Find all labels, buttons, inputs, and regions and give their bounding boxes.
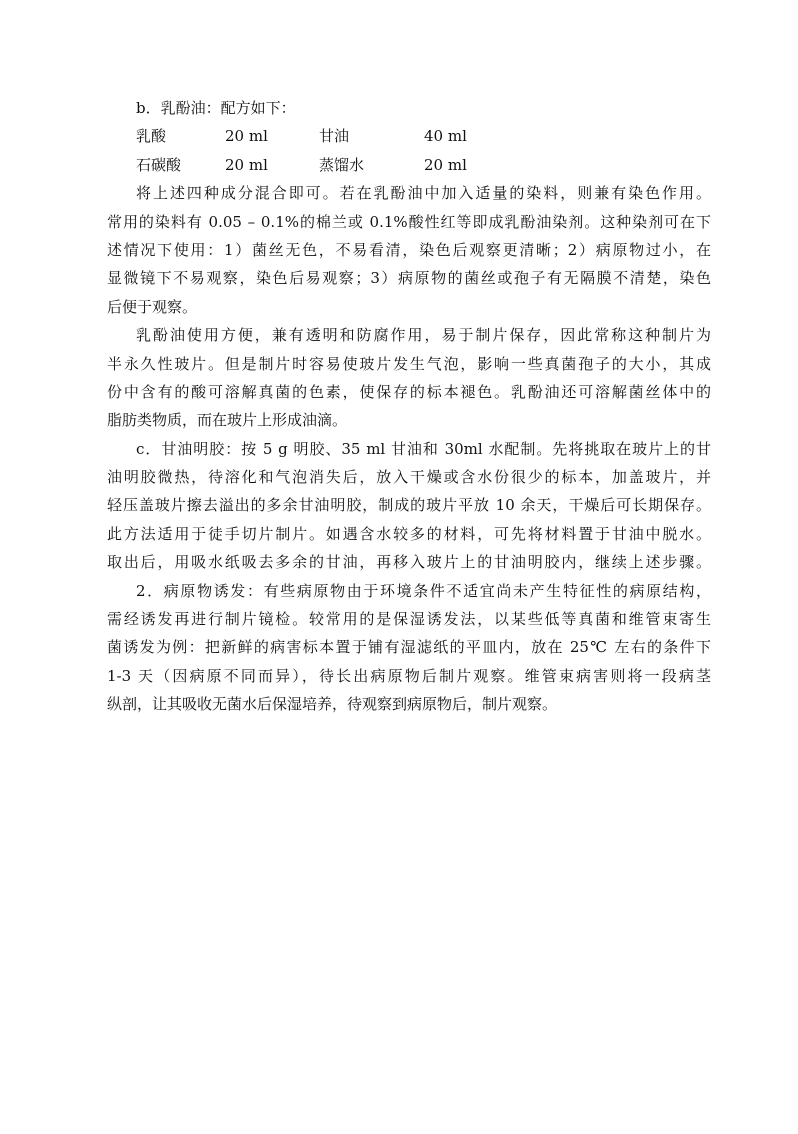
- text-line: 后便于观察。: [107, 297, 198, 316]
- text-line: 脂肪类物质，而在玻片上形成油滴。: [107, 411, 348, 430]
- text-line: 常用的染料有 0.05 – 0.1%的棉兰或 0.1%酸性红等即成乳酚油染剂。这种染剂可在下: [107, 212, 711, 231]
- recipe-row: [107, 151, 711, 179]
- text-line: 此方法适用于徒手切片制片。如遇含水较多的材料，可先将材料置于甘油中脱水。: [107, 524, 711, 543]
- text-line: 述情况下使用：1）菌丝无色，不易看清，染色后观察更清晰；2）病原物过小，在: [107, 240, 711, 259]
- text-line: 油明胶微热，待溶化和气泡消失后，放入干燥或含水份很少的标本，加盖玻片，并: [107, 468, 711, 487]
- text-line: 1-3 天（因病原不同而异），待长出病原物后制片观察。维管束病害则将一段病茎: [107, 666, 711, 685]
- recipe-amount: 20 ml: [225, 127, 268, 146]
- recipe-amount: 20 ml: [225, 155, 268, 174]
- recipe-amount: 40 ml: [424, 127, 467, 146]
- text-line: 半永久性玻片。但是制片时容易使玻片发生气泡，影响一些真菌孢子的大小，其成: [107, 354, 711, 373]
- paragraph-lactophenol-dye: [107, 179, 711, 321]
- text-line: 显微镜下不易观察，染色后易观察；3）病原物的菌丝或孢子有无隔膜不清楚，染色: [107, 269, 711, 288]
- text-line: 份中含有的酸可溶解真菌的色素，使保存的标本褪色。乳酚油还可溶解菌丝体中的: [107, 382, 711, 401]
- text-line: 纵剖，让其吸收无菌水后保湿培养，待观察到病原物后，制片观察。: [107, 695, 558, 714]
- text-line: 轻压盖玻片擦去溢出的多余甘油明胶，制成的玻片平放 10 余天，干燥后可长期保存。: [107, 496, 711, 515]
- recipe-ingredient: 石碳酸: [136, 155, 182, 174]
- document-body: [107, 94, 711, 719]
- paragraph-lactophenol-usage: [107, 321, 711, 435]
- paragraph-glycerin-gelatin: [107, 435, 711, 577]
- recipe-row: [107, 122, 711, 150]
- paragraph-pathogen-induction: [107, 577, 711, 719]
- text-line: 乳酚油使用方便，兼有透明和防腐作用，易于制片保存，因此常称这种制片为: [136, 326, 711, 345]
- text-line: c．甘油明胶：按 5 g 明胶、35 ml 甘油和 30ml 水配制。先将挑取在玻片上的甘: [136, 439, 711, 458]
- recipe-ingredient: 甘油: [319, 127, 350, 146]
- text-line: 将上述四种成分混合即可。若在乳酚油中加入适量的染料，则兼有染色作用。: [136, 184, 711, 203]
- recipe-amount: 20 ml: [424, 155, 467, 174]
- text-line: 需经诱发再进行制片镜检。较常用的是保湿诱发法，以某些低等真菌和维管束寄生: [107, 610, 711, 629]
- text-line: 取出后，用吸水纸吸去多余的甘油，再移入玻片上的甘油明胶内，继续上述步骤。: [107, 553, 711, 572]
- section-b-heading: b．乳酚油：配方如下：: [136, 99, 296, 117]
- text-line: 2．病原物诱发：有些病原物由于环境条件不适宜尚未产生特征性的病原结构，: [136, 581, 711, 600]
- recipe-ingredient: 蒸馏水: [319, 155, 365, 174]
- recipe-ingredient: 乳酸: [136, 127, 167, 146]
- text-line: 菌诱发为例：把新鲜的病害标本置于铺有湿滤纸的平皿内，放在 25℃ 左右的条件下: [107, 638, 711, 657]
